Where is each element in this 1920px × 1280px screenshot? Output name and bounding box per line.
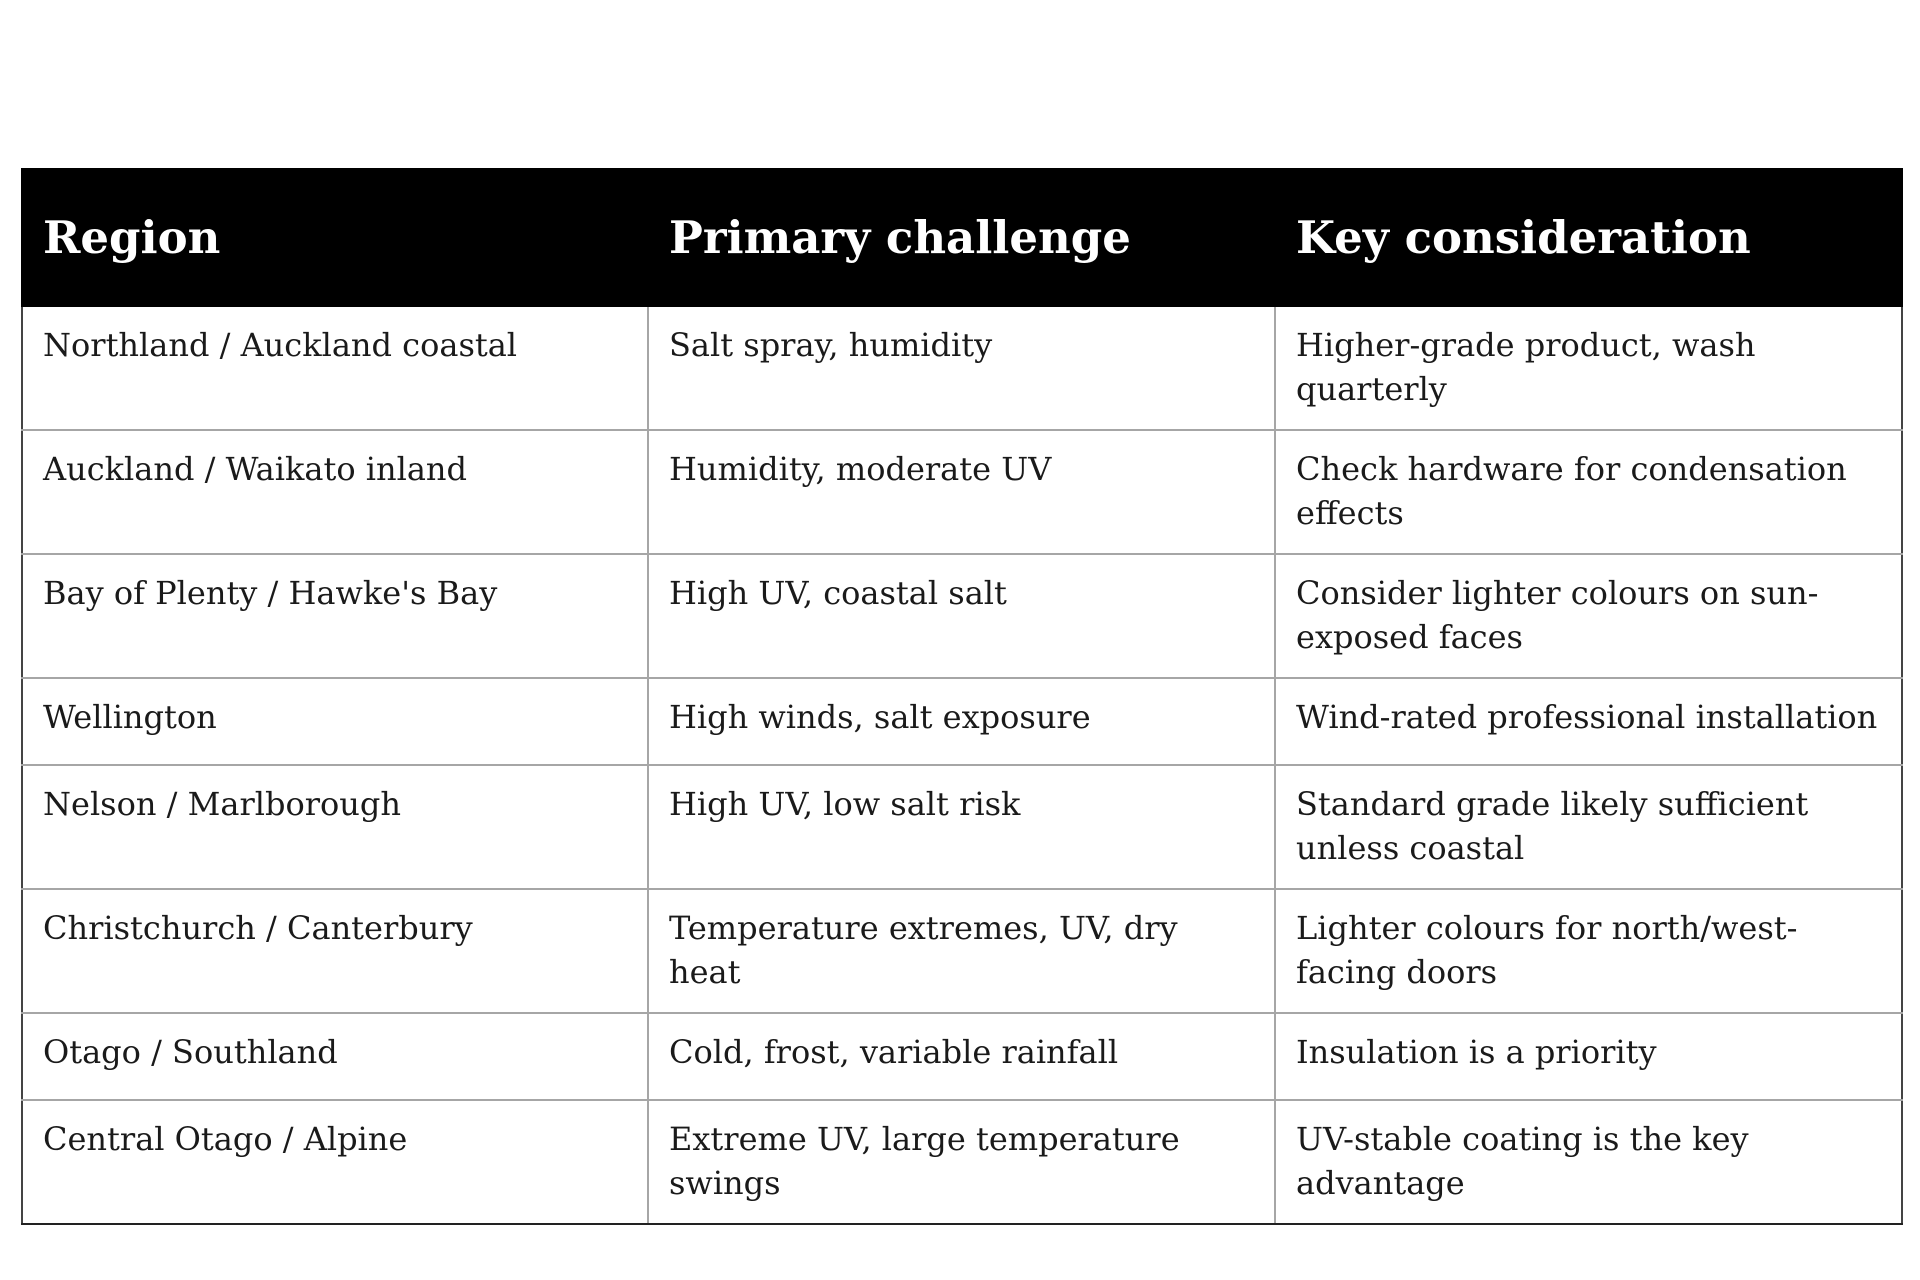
cell-key-consideration: Higher-grade product, wash quarterly — [1275, 306, 1902, 430]
cell-primary-challenge: High UV, coastal salt — [648, 554, 1275, 678]
region-table — [21, 168, 1903, 1225]
cell-key-consideration: UV-stable coating is the key advantage — [1275, 1100, 1902, 1224]
cell-key-consideration: Wind-rated professional installation — [1275, 678, 1902, 765]
cell-region: Otago / Southland — [22, 1013, 648, 1100]
cell-region: Nelson / Marlborough — [22, 765, 648, 889]
cell-key-consideration: Insulation is a priority — [1275, 1013, 1902, 1100]
cell-region: Bay of Plenty / Hawke's Bay — [22, 554, 648, 678]
cell-key-consideration: Check hardware for condensation effects — [1275, 430, 1902, 554]
cell-primary-challenge: Extreme UV, large temperature swings — [648, 1100, 1275, 1224]
cell-primary-challenge: Temperature extremes, UV, dry heat — [648, 889, 1275, 1013]
cell-primary-challenge: High UV, low salt risk — [648, 765, 1275, 889]
header-key-consideration: Key consideration — [1275, 169, 1902, 306]
table-row — [22, 678, 1902, 765]
table-row — [22, 306, 1902, 430]
cell-primary-challenge: Cold, frost, variable rainfall — [648, 1013, 1275, 1100]
header-row — [22, 169, 1902, 306]
header-region: Region — [22, 169, 648, 306]
cell-region: Wellington — [22, 678, 648, 765]
table-row — [22, 554, 1902, 678]
cell-region: Christchurch / Canterbury — [22, 889, 648, 1013]
cell-primary-challenge: High winds, salt exposure — [648, 678, 1275, 765]
cell-region: Auckland / Waikato inland — [22, 430, 648, 554]
table-row — [22, 1013, 1902, 1100]
table-row — [22, 1100, 1902, 1224]
cell-key-consideration: Standard grade likely sufficient unless coastal — [1275, 765, 1902, 889]
cell-key-consideration: Consider lighter colours on sun-exposed faces — [1275, 554, 1902, 678]
header-primary-challenge: Primary challenge — [648, 169, 1275, 306]
cell-primary-challenge: Salt spray, humidity — [648, 306, 1275, 430]
table-row — [22, 430, 1902, 554]
cell-region: Central Otago / Alpine — [22, 1100, 648, 1224]
cell-key-consideration: Lighter colours for north/west-facing doors — [1275, 889, 1902, 1013]
table-body — [22, 306, 1902, 1224]
region-table-container — [21, 168, 1901, 1225]
cell-region: Northland / Auckland coastal — [22, 306, 648, 430]
cell-primary-challenge: Humidity, moderate UV — [648, 430, 1275, 554]
table-row — [22, 889, 1902, 1013]
table-row — [22, 765, 1902, 889]
table-header — [22, 169, 1902, 306]
